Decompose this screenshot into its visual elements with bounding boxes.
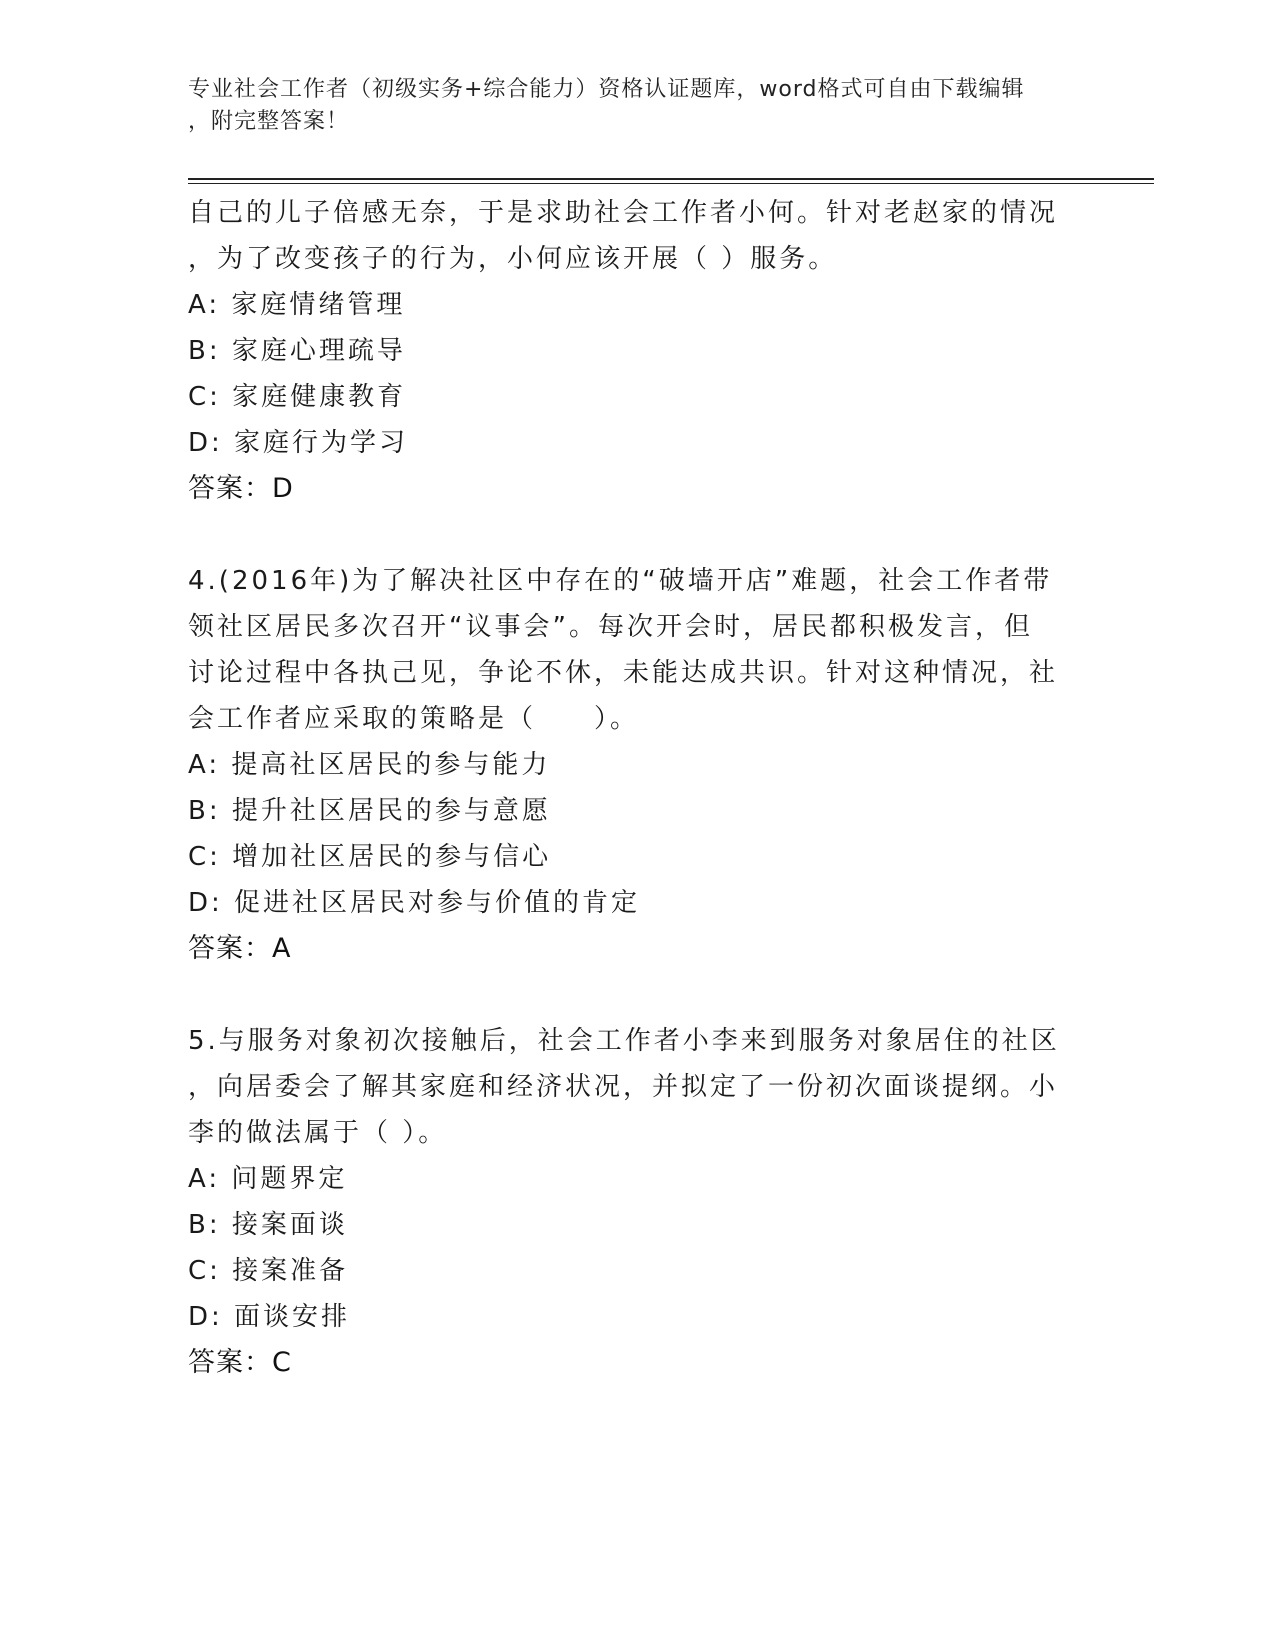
option-d: D: 面谈安排 <box>188 1302 351 1332</box>
option-b: B: 家庭心理疏导 <box>188 336 406 366</box>
question-5 <box>188 1018 1088 1386</box>
header-title-line2: ，附完整答案！ <box>188 109 350 134</box>
question-4 <box>188 558 1088 972</box>
option-a: A: 家庭情绪管理 <box>188 290 406 320</box>
option-b: B: 接案面谈 <box>188 1210 348 1240</box>
question-stem-line: 会工作者应采取的策略是（ ）。 <box>188 704 640 734</box>
question-stem-line: 自己的儿子倍感无奈，于是求助社会工作者小何。针对老赵家的情况 <box>188 198 1059 228</box>
spacer <box>188 972 1088 1018</box>
question-stem-line: 讨论过程中各执己见，争论不休，未能达成共识。针对这种情况，社 <box>188 658 1059 688</box>
spacer <box>188 512 1088 558</box>
question-stem-line: 领社区居民多次召开“议事会”。每次开会时，居民都积极发言，但 <box>188 612 1033 642</box>
option-b: B: 提升社区居民的参与意愿 <box>188 796 551 826</box>
answer-label: 答案：C <box>188 1347 292 1378</box>
answer-label: 答案：D <box>188 473 294 504</box>
option-c: C: 增加社区居民的参与信心 <box>188 842 552 872</box>
question-stem-line: 4.(2016年)为了解决社区中存在的“破墙开店”难题，社会工作者带 <box>188 566 1053 596</box>
option-c: C: 家庭健康教育 <box>188 382 407 412</box>
question-3 <box>188 190 1088 512</box>
option-c: C: 接案准备 <box>188 1256 349 1286</box>
question-list <box>188 190 1088 1386</box>
question-stem-line: ，向居委会了解其家庭和经济状况，并拟定了一份初次面谈提纲。小 <box>188 1072 1059 1102</box>
option-a: A: 问题界定 <box>188 1164 348 1194</box>
answer-label: 答案：A <box>188 933 292 964</box>
option-d: D: 促进社区居民对参与价值的肯定 <box>188 888 641 918</box>
option-a: A: 提高社区居民的参与能力 <box>188 750 551 780</box>
header-title-line1: 专业社会工作者（初级实务+综合能力）资格认证题库，word格式可自由下载编辑 <box>188 77 1025 102</box>
question-stem-line: ，为了改变孩子的行为，小何应该开展（ ）服务。 <box>188 244 838 274</box>
option-d: D: 家庭行为学习 <box>188 428 409 458</box>
question-stem-line: 5.与服务对象初次接触后，社会工作者小李来到服务对象居住的社区 <box>188 1026 1060 1056</box>
page-header <box>188 74 1088 138</box>
header-divider <box>188 178 1154 184</box>
question-stem-line: 李的做法属于（ ）。 <box>188 1118 448 1148</box>
